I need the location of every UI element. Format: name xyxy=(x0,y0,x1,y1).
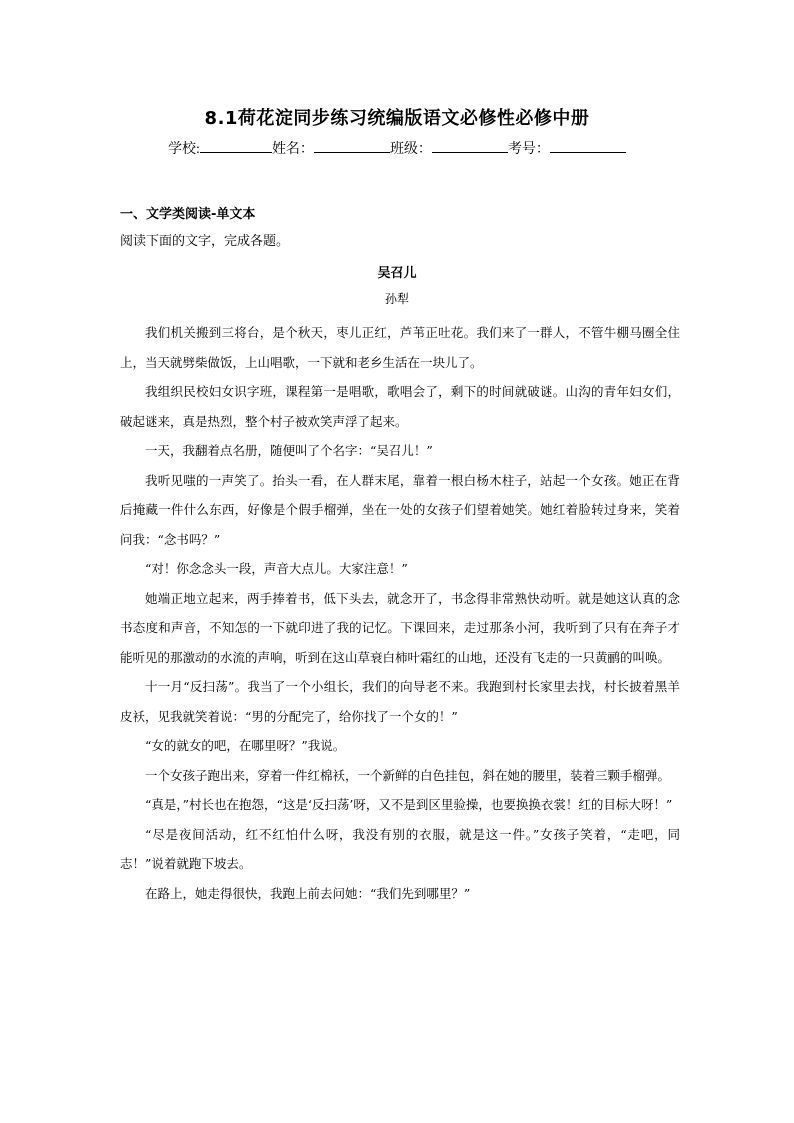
article-title: 吴召儿 xyxy=(377,266,417,281)
article-paragraph: 我组织民校妇女识字班，课程第一是唱歌，歌唱会了，剩下的时间就破谜。山沟的青年妇女们，破起谜来，真是热烈，整个村子被欢笑声浮了起来。 xyxy=(120,384,680,429)
exam-no-blank[interactable] xyxy=(550,138,626,153)
exam-no-label: 考号： xyxy=(507,142,550,157)
article-paragraph: “真是，”村长也在抱怨，“这是‘反扫荡’呀，又不是到区里验操，也要换换衣裳！红的目标大呀！” xyxy=(145,797,673,812)
class-label: 班级： xyxy=(389,142,432,157)
reading-instruction: 阅读下面的文字，完成各题。 xyxy=(120,234,290,249)
article-paragraph: 她端正地立起来，两手捧着书，低下头去，就念开了，书念得非常熟快动听。就是她这认真的念书态度和声音，不知怎的一下就印进了我的记忆。下课回来，走过那条小河，我听到了只有在奔子才能听见的那激动的水流的声响，听到在这山草衰白柿叶霜红的山地，还没有飞走的一只黄鹂的叫唤。 xyxy=(120,590,680,665)
article-paragraph: “尽是夜间活动，红不红怕什么呀，我没有别的衣服，就是这一件。”女孩子笑着，“走吧，同志！”说着就跑下坡去。 xyxy=(120,826,680,871)
article-paragraph: 我们机关搬到三将台，是个秋天，枣儿正红，芦苇正吐花。我们来了一群人，不管牛棚马圈全住上，当天就劈柴做饭，上山唱歌，一下就和老乡生活在一块儿了。 xyxy=(120,325,680,370)
document-title: 8.1荷花淀同步练习统编版语文必修性必修中册 xyxy=(204,108,590,129)
student-info-line xyxy=(0,138,794,158)
article-paragraph: 十一月“反扫荡”。我当了一个小组长，我们的向导老不来。我跑到村长家里去找，村长披着黑羊皮袄，见我就笑着说：“男的分配完了，给你找了一个女的！” xyxy=(120,679,680,724)
article-paragraph: 我听见嗤的一声笑了。抬头一看，在人群末尾，靠着一根白杨木柱子，站起一个女孩。她正在背后掩藏一件什么东西，好像是个假手榴弹，坐在一处的女孩子们望着她笑。她红着脸转过身来，笑着问我：“念书吗？” xyxy=(120,472,680,547)
name-blank[interactable] xyxy=(314,138,390,153)
article-body xyxy=(120,318,680,908)
section-heading: 一、文学类阅读-单文本 xyxy=(120,207,256,222)
name-label: 姓名： xyxy=(271,142,314,157)
class-blank[interactable] xyxy=(432,138,508,153)
school-blank[interactable] xyxy=(200,138,272,153)
article-paragraph: 一个女孩子跑出来，穿着一件红棉袄，一个新鲜的白色挂包，斜在她的腰里，装着三颗手榴弹。 xyxy=(145,767,671,783)
article-author: 孙犁 xyxy=(384,292,409,306)
school-label: 学校: xyxy=(168,142,200,157)
article-paragraph: 一天，我翻着点名册，随便叫了个名字：“吴召儿！” xyxy=(145,443,433,458)
article-paragraph: “对！你念念头一段，声音大点儿。大家注意！” xyxy=(145,561,408,576)
article-paragraph: 在路上，她走得很快，我跑上前去问她：“我们先到哪里？” xyxy=(145,885,471,901)
article-paragraph: “女的就女的吧，在哪里呀？”我说。 xyxy=(145,738,346,753)
